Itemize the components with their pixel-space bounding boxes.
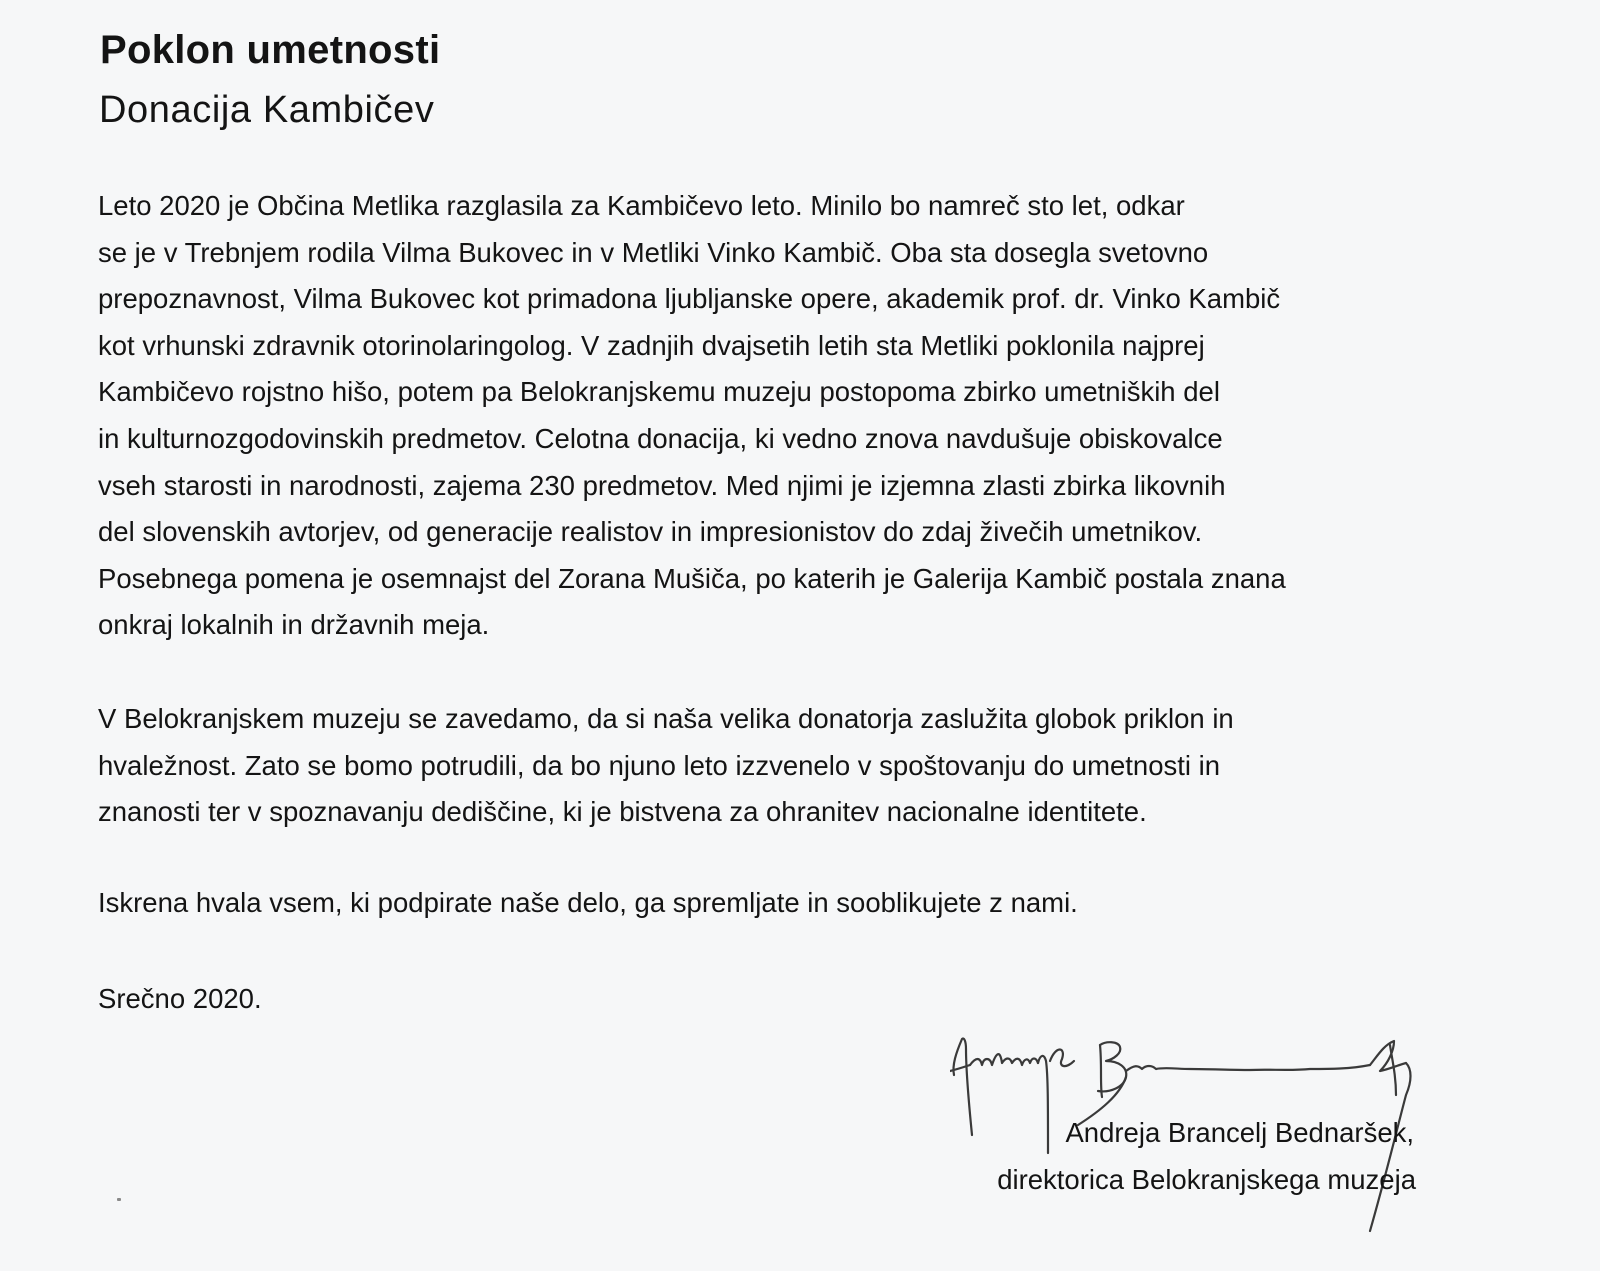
text-line: Leto 2020 je Občina Metlika razglasila za Kambičevo leto. Minilo bo namreč sto let, odkar — [98, 190, 1185, 221]
text-line: V Belokranjskem muzeju se zavedamo, da si naša velika donatorja zaslužita globok priklon in — [98, 703, 1234, 734]
document-subtitle: Donacija Kambičev — [99, 89, 435, 131]
text-line: onkraj lokalnih in državnih meja. — [98, 609, 490, 641]
text-line: Posebnega pomena je osemnajst del Zorana Mušiča, po katerih je Galerija Kambič postala znana — [98, 562, 1286, 594]
text-line: znanosti ter v spoznavanju dediščine, ki je bistvena za ohranitev nacionalne identitete. — [98, 796, 1147, 828]
text-line: se je v Trebnjem rodila Vilma Bukovec in v Metliki Vinko Kambič. Oba sta dosegla svetovno — [98, 236, 1209, 268]
text-line: kot vrhunski zdravnik otorinolaringolog. V zadnjih dvajsetih letih sta Metliki poklonila najprej — [98, 329, 1205, 361]
paragraph-thanks — [98, 880, 1078, 927]
signatory-role: direktorica Belokranjskega muzeja — [997, 1164, 1416, 1195]
paragraph-gratitude — [98, 696, 1234, 836]
text-line: Iskrena hvala vsem, ki podpirate naše delo, ga spremljate in sooblikujete z nami. — [98, 887, 1078, 918]
paragraph-intro — [98, 183, 1286, 649]
document-title: Poklon umetnosti — [100, 28, 441, 72]
text-line: in kulturnozgodovinskih predmetov. Celotna donacija, ki vedno znova navdušuje obiskovalce — [98, 422, 1223, 454]
paragraph-greeting — [98, 976, 262, 1023]
signatory-name: Andreja Brancelj Bednaršek, — [1065, 1117, 1414, 1148]
paper-speck — [117, 1198, 121, 1201]
text-line: prepoznavnost, Vilma Bukovec kot primadona ljubljanske opere, akademik prof. dr. Vinko Kambič — [98, 283, 1281, 315]
text-line: Srečno 2020. — [98, 983, 262, 1014]
text-line: Kambičevo rojstno hišo, potem pa Belokranjskemu muzeju postopoma zbirko umetniških del — [98, 376, 1220, 408]
text-line: hvaležnost. Zato se bomo potrudili, da bo njuno leto izzvenelo v spoštovanju do umetnosti in — [98, 749, 1221, 781]
text-line: vseh starosti in narodnosti, zajema 230 predmetov. Med njimi je izjemna zlasti zbirka likovnih — [98, 469, 1226, 501]
text-line: del slovenskih avtorjev, od generacije realistov in impresionistov do zdaj živečih umetnikov. — [98, 516, 1203, 548]
